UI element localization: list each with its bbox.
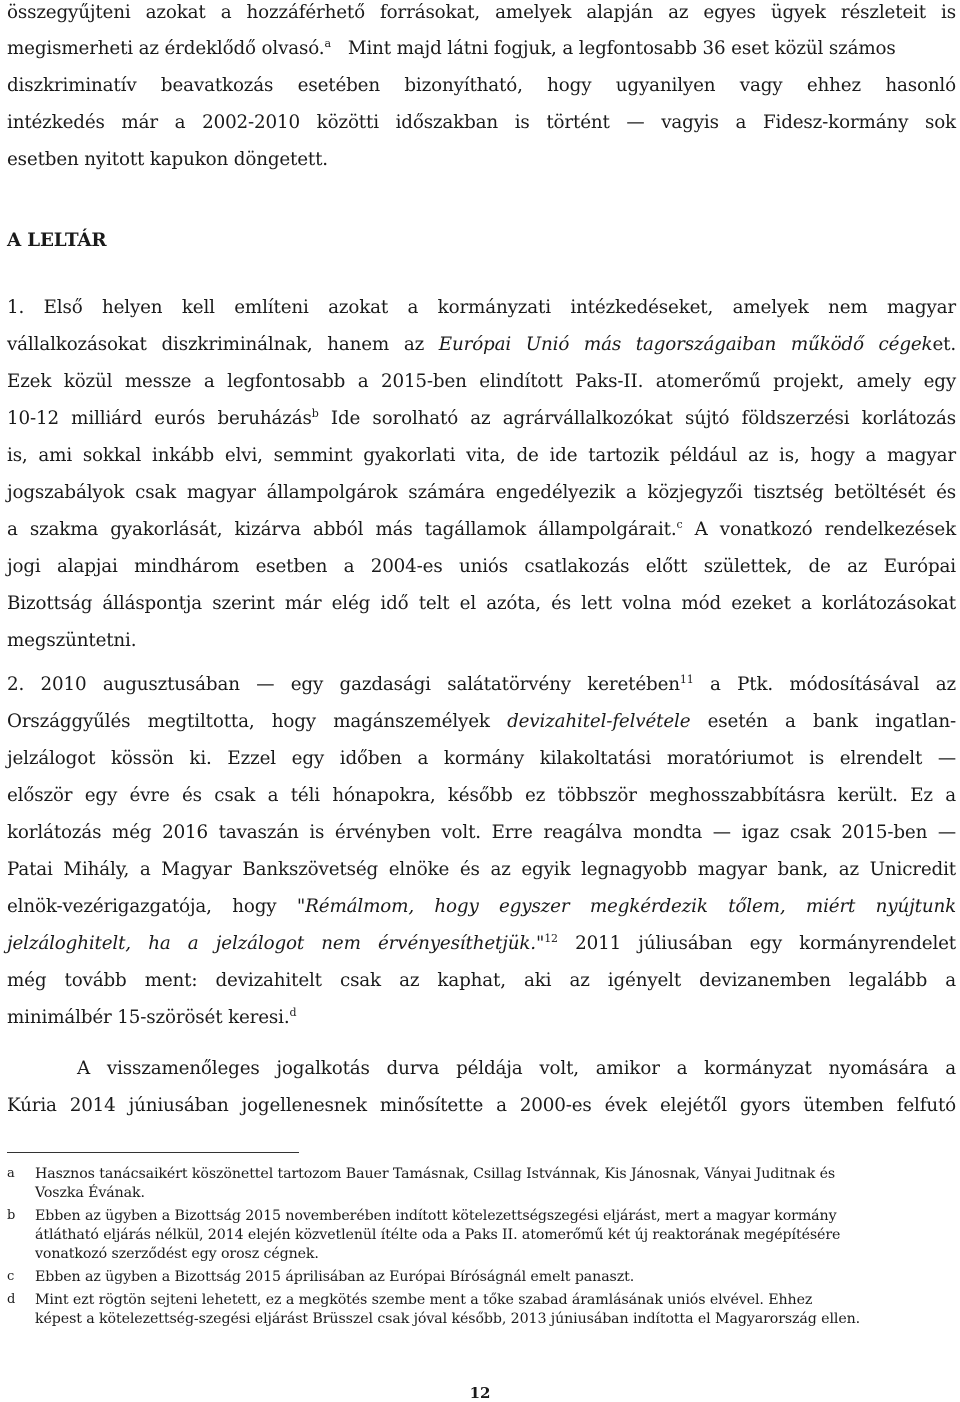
footnote-ref-11[interactable]: 11: [679, 673, 694, 686]
footnote-ref-a[interactable]: a: [324, 37, 331, 50]
body-text: Ide sorolható az agrárvállalkozókat sújtó földszerzési korlátozás: [318, 408, 956, 429]
body-text: elnök-vezérigazgatója, hogy ": [7, 896, 306, 917]
footnote-ref-c[interactable]: c: [676, 518, 683, 531]
body-text: Országgyűlés megtiltotta, hogy magánszemélyek: [7, 711, 508, 732]
footnote-b-line: [7, 1207, 837, 1225]
body-line: korlátozás még 2016 tavaszán is érvényben volt. Erre reagálva mondta — igaz csak 2015-ben —: [7, 822, 956, 843]
body-text: et.: [932, 334, 956, 355]
body-line: összegyűjteni azokat a hozzáférhető forrásokat, amelyek alapján az egyes ügyek részleteit is: [7, 2, 956, 23]
body-text: Mint majd látni fogjuk, a legfontosabb 36 eset közül számos: [347, 38, 896, 59]
body-text: vállalkozásokat diszkriminálnak, hanem az: [7, 334, 439, 355]
body-line: [7, 326, 956, 363]
body-line: először egy évre és csak a téli hónapokra, később ez többször meghosszabbításra került. Ez a: [7, 785, 956, 806]
body-line: A visszamenőleges jogalkotás durva példája volt, amikor a kormányzat nyomására a: [77, 1058, 956, 1079]
footnote-text: Ebben az ügyben a Bizottság 2015 novemberében indított kötelezettségszegési eljárást, mert a magyar kormány: [35, 1208, 837, 1224]
body-line: Ezek közül messze a legfontosabb a 2015-ben elindított Paks-II. atomerőmű projekt, amely egy: [7, 371, 956, 392]
body-line: [7, 30, 956, 67]
body-text: a Ptk. módosításával az: [693, 674, 956, 695]
body-text: A vonatkozó rendelkezések: [682, 519, 956, 540]
body-line: megszüntetni.: [7, 630, 137, 651]
body-line: jogi alapjai mindhárom esetben a 2004-es uniós csatlakozás előtt születtek, de az Európai: [7, 556, 956, 577]
footnote-ref-b[interactable]: b: [311, 407, 319, 420]
quote-text: jelzáloghitelt, ha a jelzálogot nem érvényesíthetjük.: [7, 933, 536, 954]
body-line: Patai Mihály, a Magyar Bankszövetség elnöke és az egyik legnagyobb magyar bank, az Unicredit: [7, 859, 956, 880]
emphasis-text: devizahitel-felvétele: [507, 711, 691, 732]
body-line: intézkedés már a 2002-2010 közötti időszakban is történt — vagyis a Fidesz-kormány sok: [7, 112, 956, 133]
footnote-text: Ebben az ügyben a Bizottság 2015 áprilisában az Európai Bíróságnál emelt panaszt.: [35, 1269, 635, 1285]
footnote-a-line: [7, 1165, 836, 1183]
body-line: 1. Első helyen kell említeni azokat a kormányzati intézkedéseket, amelyek nem magyar: [7, 297, 956, 318]
footnote-d-line: képest a kötelezettség-szegési eljárást Brüsszel csak jóval később, 2013 júniusában indította el Magyarország ellen.: [35, 1311, 861, 1327]
footnote-b-line: vonatkozó szerződést egy orosz cégnek.: [35, 1246, 319, 1262]
body-line: is, ami sokkal inkább elvi, semmint gyakorlati vita, de ide tartozik például az is, hogy a magyar: [7, 445, 956, 466]
body-line: [7, 925, 956, 962]
body-text: megismerheti az érdeklődő olvasó.: [7, 38, 325, 59]
footnote-b-line: átlátható eljárás nélkül, 2014 elején közvetlenül ítélte oda a Paks II. atomerőmű két új reaktorának megépítésére: [35, 1227, 841, 1243]
body-text: minimálbér 15-szörösét keresi.: [7, 1007, 290, 1028]
footnote-mark-b: b: [7, 1208, 16, 1223]
section-heading: A LELTÁR: [7, 230, 107, 251]
footnote-separator: [7, 1152, 299, 1153]
body-line: [7, 888, 956, 925]
body-line: jelzálogot kössön ki. Ezzel egy időben a kormány kilakoltatási moratóriumot is elrendelt —: [7, 748, 956, 769]
footnote-c-line: [7, 1268, 635, 1286]
body-line: [7, 703, 956, 740]
body-text: ": [535, 933, 545, 954]
body-line: diszkriminatív beavatkozás esetében bizonyítható, hogy ugyanilyen vagy ehhez hasonló: [7, 75, 956, 96]
body-line: Kúria 2014 júniusában jogellenesnek minősítette a 2000-es évek elejétől gyors ütemben felfutó: [7, 1095, 956, 1116]
footnote-mark-c: c: [7, 1269, 15, 1284]
body-text: esetén a bank ingatlan-: [690, 711, 956, 732]
body-line: [7, 400, 956, 437]
body-line: [7, 999, 956, 1036]
footnote-d-line: [7, 1291, 813, 1309]
body-line: jogszabályok csak magyar állampolgárok számára engedélyezik a közjegyzői tisztség betöltését és: [7, 482, 956, 503]
body-line: [7, 511, 956, 548]
quote-text: Rémálmom, hogy egyszer megkérdezik tőlem, miért nyújtunk: [305, 896, 956, 917]
body-text: 2011 júliusában egy kormányrendelet: [557, 933, 957, 954]
footnote-text: Hasznos tanácsaikért köszönettel tartozom Bauer Tamásnak, Csillag Istvánnak, Kis Jánosnak, Ványai Juditnak és: [35, 1166, 836, 1182]
body-text: a szakma gyakorlását, kizárva abból más tagállamok állampolgárait.: [7, 519, 677, 540]
body-line: még tovább ment: devizahitelt csak az kaphat, aki az igényelt devizanemben legalább a: [7, 970, 956, 991]
footnote-ref-12[interactable]: 12: [544, 932, 558, 945]
footnote-ref-d[interactable]: d: [289, 1006, 297, 1019]
page-number: 12: [469, 1384, 491, 1402]
body-line: esetben nyitott kapukon döngetett.: [7, 149, 328, 170]
footnote-a-line: Voszka Évának.: [35, 1185, 145, 1201]
emphasis-text: Európai Unió más tagországaiban működő cégek: [438, 334, 933, 355]
body-text: 10-12 milliárd eurós beruházás: [7, 408, 312, 429]
footnote-mark-d: d: [7, 1292, 16, 1307]
body-line: Bizottság álláspontja szerint már elég idő telt el azóta, és lett volna mód ezeket a korlátozásokat: [7, 593, 956, 614]
footnote-mark-a: a: [7, 1166, 15, 1181]
body-text: 2. 2010 augusztusában — egy gazdasági salátatörvény keretében: [7, 674, 680, 695]
body-line: [7, 666, 956, 703]
footnote-text: Mint ezt rögtön sejteni lehetett, ez a megkötés szembe ment a tőke szabad áramlásának uniós elvével. Ehhez: [35, 1292, 813, 1308]
